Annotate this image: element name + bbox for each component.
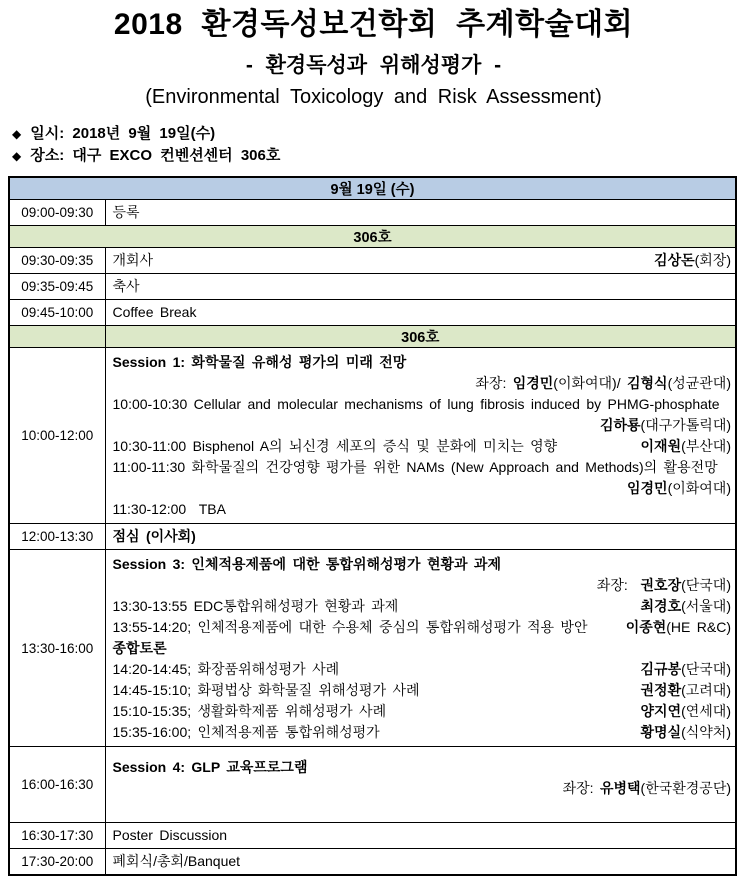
date-header-cell: 9월 19일 (수)	[9, 177, 736, 200]
time-cell: 09:45-10:00	[9, 300, 105, 326]
speaker-text	[641, 701, 731, 722]
schedule-line	[113, 302, 732, 323]
speaker-text	[641, 722, 731, 743]
speaker-text	[641, 659, 731, 680]
text-segment: (한국환경공단)	[640, 780, 731, 796]
schedule-line	[113, 554, 732, 575]
schedule-line	[113, 373, 732, 394]
schedule-line	[113, 722, 732, 743]
text-segment: (연세대)	[681, 702, 731, 719]
text-segment: 좌장:	[562, 780, 600, 796]
text-segment: (대구가톨릭대)	[640, 416, 731, 433]
schedule-line	[113, 250, 732, 271]
table-row	[9, 177, 736, 200]
session-item-text	[113, 302, 197, 323]
text-segment: 등록	[112, 204, 140, 220]
diamond-bullet-icon: ◆	[12, 149, 22, 163]
schedule-line	[113, 596, 732, 617]
time-cell: 17:30-20:00	[9, 849, 105, 876]
content-cell	[105, 300, 736, 326]
text-segment: (부산대)	[681, 437, 731, 454]
text-segment: 14:20-14:45; 화장품위해성평가 사례	[112, 660, 340, 677]
text-segment: 폐회식/총회/Banquet	[112, 853, 241, 869]
text-segment: Poster Discussion	[112, 827, 228, 843]
content-cell	[105, 200, 736, 226]
text-segment: (단국대)	[681, 660, 731, 677]
text-segment: 10:30-11:00 Bisphenol A의 뇌신경 세포의 증식 및 분화에 미치는 영향	[112, 437, 558, 454]
table-row	[9, 226, 736, 248]
emphasized-name: 김형식	[627, 374, 668, 391]
session-item-text	[113, 436, 558, 457]
time-cell: 09:30-09:35	[9, 248, 105, 274]
info-label: 일시:	[30, 125, 65, 142]
schedule-table	[8, 176, 737, 876]
table-row	[9, 326, 736, 348]
speaker-text	[654, 250, 731, 271]
schedule-line	[113, 778, 732, 799]
table-row	[9, 849, 736, 876]
session-item-text	[113, 250, 154, 271]
text-segment: Coffee Break	[112, 304, 197, 320]
time-cell: 09:35-09:45	[9, 274, 105, 300]
emphasized-name: 김규봉	[640, 660, 682, 677]
info-value: 대구 EXCO 컨벤션센터 306호	[64, 147, 281, 164]
emphasized-name: 종합토론	[112, 639, 167, 656]
speaker-text	[641, 680, 731, 701]
schedule-line	[113, 457, 732, 478]
emphasized-name: Session 3: 인체적용제품에 대한 통합위해성평가 현황과 과제	[112, 555, 501, 572]
schedule-line	[113, 575, 732, 596]
speaker-text	[641, 596, 731, 617]
schedule-line	[113, 851, 732, 872]
session-item-text	[113, 680, 420, 701]
schedule-line	[113, 394, 732, 415]
time-cell: 10:00-12:00	[9, 348, 105, 524]
schedule-line	[113, 352, 732, 373]
time-cell	[9, 326, 105, 348]
text-segment: (HE R&C)	[666, 618, 731, 635]
diamond-bullet-icon: ◆	[12, 127, 22, 141]
emphasized-name: 김하룡	[599, 416, 641, 433]
session-item-text	[113, 638, 167, 659]
schedule-line	[113, 825, 732, 846]
content-cell	[105, 849, 736, 876]
schedule-line	[113, 436, 732, 457]
event-info-line	[10, 123, 747, 145]
schedule-line	[113, 276, 732, 297]
speaker-text	[626, 617, 731, 638]
time-cell: 16:30-17:30	[9, 823, 105, 849]
text-segment: 15:10-15:35; 생활화학제품 위해성평가 사례	[112, 702, 387, 719]
schedule-line	[113, 680, 732, 701]
emphasized-name: 황명실	[640, 723, 682, 740]
time-cell: 12:00-13:30	[9, 524, 105, 550]
text-segment: (고려대)	[681, 681, 731, 698]
speaker-text	[563, 778, 731, 799]
time-cell: 09:00-09:30	[9, 200, 105, 226]
text-segment: 13:30-13:55 EDC통합위해성평가 현황과 과제	[112, 597, 399, 614]
event-info-list	[10, 123, 747, 167]
schedule-line	[113, 757, 732, 778]
table-row	[9, 300, 736, 326]
session-item-text	[113, 526, 196, 547]
emphasized-name: 임경민	[627, 479, 668, 496]
session-item-text	[113, 722, 380, 743]
session-item-text	[113, 276, 140, 297]
table-row	[9, 823, 736, 849]
table-row	[9, 524, 736, 550]
emphasized-name: 점심 (이사회)	[112, 528, 196, 544]
emphasized-name: 최경호	[640, 597, 682, 614]
room-header-cell: 306호	[9, 226, 736, 248]
session-item-text	[113, 596, 399, 617]
emphasized-name: 이종현	[625, 618, 667, 635]
schedule-line	[113, 526, 732, 547]
text-segment: 좌장:	[596, 576, 641, 593]
text-segment: 14:45-15:10; 화평법상 화학물질 위해성평가 사례	[112, 681, 420, 698]
session-item-text	[113, 757, 308, 778]
session-item-text	[113, 394, 720, 415]
session-item-text	[113, 659, 340, 680]
text-segment: (회장)	[694, 252, 731, 268]
text-segment: 개회사	[112, 252, 154, 268]
text-segment: (식약처)	[681, 723, 731, 740]
session-item-text	[113, 202, 140, 223]
event-info-line	[10, 145, 747, 167]
content-cell	[105, 348, 736, 524]
schedule-line	[113, 202, 732, 223]
text-segment: 11:00-11:30 화학물질의 건강영향 평가를 위한 NAMs (New Approach and Methods)의 활용전망	[112, 458, 718, 475]
content-cell	[105, 823, 736, 849]
schedule-line	[113, 499, 732, 520]
schedule-line	[113, 701, 732, 722]
speaker-text	[475, 373, 731, 394]
room-header-cell: 306호	[105, 326, 736, 348]
table-row	[9, 248, 736, 274]
time-cell: 13:30-16:00	[9, 550, 105, 747]
table-row	[9, 747, 736, 823]
session-item-text	[113, 851, 241, 872]
text-segment: 11:30-12:00 TBA	[112, 500, 226, 517]
schedule-line	[113, 617, 732, 638]
speaker-text	[641, 436, 731, 457]
text-segment: (성균관대)	[667, 374, 731, 391]
content-cell	[105, 747, 736, 823]
schedule-line	[113, 638, 732, 659]
schedule-line	[113, 659, 732, 680]
text-segment: (단국대)	[681, 576, 731, 593]
session-item-text	[113, 701, 387, 722]
document-header	[0, 0, 747, 167]
time-cell: 16:00-16:30	[9, 747, 105, 823]
session-item-text	[113, 499, 226, 520]
info-label: 장소:	[30, 147, 65, 164]
emphasized-name: 권정환	[640, 681, 682, 698]
table-row	[9, 274, 736, 300]
emphasized-name: 임경민	[512, 374, 554, 391]
table-row	[9, 348, 736, 524]
emphasized-name: 이재원	[640, 437, 682, 454]
emphasized-name: 김상돈	[654, 252, 695, 268]
speaker-text	[627, 478, 731, 499]
table-row	[9, 550, 736, 747]
emphasized-name: 권호장	[640, 576, 682, 593]
schedule-line	[113, 415, 732, 436]
text-segment: (이화여대)	[667, 479, 731, 496]
emphasized-name: Session 1: 화학물질 유해성 평가의 미래 전망	[112, 353, 407, 370]
content-cell	[105, 248, 736, 274]
session-item-text	[113, 352, 407, 373]
speaker-text	[600, 415, 731, 436]
speaker-text	[597, 575, 731, 596]
text-segment: 15:35-16:00; 인체적용제품 통합위해성평가	[112, 723, 380, 740]
page-title: 2018 환경독성보건학회 추계학술대회	[113, 8, 634, 41]
text-segment: 좌장:	[475, 374, 513, 391]
schedule-line	[113, 478, 732, 499]
session-item-text	[113, 825, 228, 846]
text-segment: (이화여대)/	[553, 374, 627, 391]
text-segment: 13:55-14:20; 인체적용제품에 대한 수용체 중심의 통합위해성평가 적용 방안	[112, 618, 588, 635]
emphasized-name: 유병택	[599, 780, 641, 796]
subtitle-english: (Environmental Toxicology and Risk Assessment)	[145, 86, 602, 108]
subtitle-korean: - 환경독성과 위해성평가 -	[245, 54, 502, 77]
content-cell	[105, 550, 736, 747]
session-item-text	[113, 554, 501, 575]
text-segment: 10:00-10:30 Cellular and molecular mechanisms of lung fibrosis induced by PHMG-phosphate	[112, 395, 720, 412]
table-row	[9, 200, 736, 226]
session-item-text	[113, 617, 588, 638]
emphasized-name: Session 4: GLP 교육프로그램	[112, 759, 308, 775]
session-item-text	[113, 457, 718, 478]
info-value: 2018년 9월 19일(수)	[64, 125, 216, 142]
emphasized-name: 양지연	[640, 702, 682, 719]
content-cell	[105, 274, 736, 300]
text-segment: (서울대)	[681, 597, 731, 614]
content-cell	[105, 524, 736, 550]
text-segment: 축사	[112, 278, 140, 294]
